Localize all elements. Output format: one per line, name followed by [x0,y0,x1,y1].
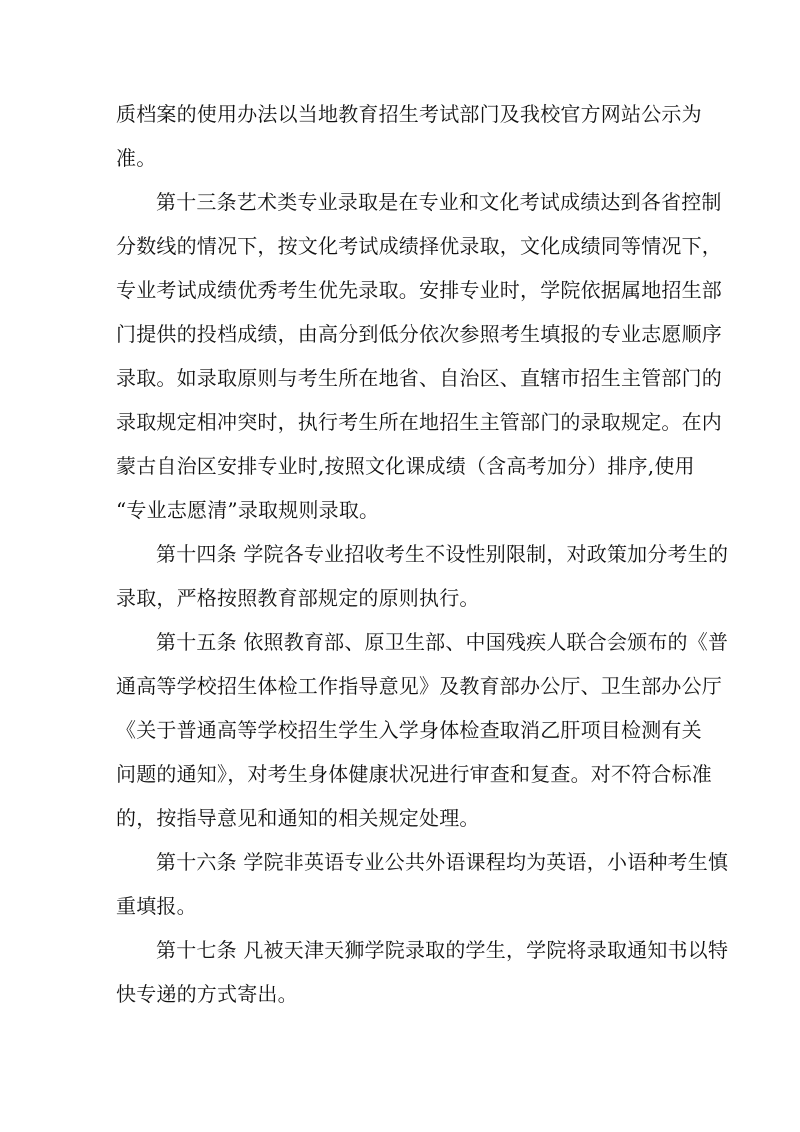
text-line: 准。 [116,146,157,170]
text-line: 重填报。 [116,894,197,918]
text-line: 《关于普通高等学校招生学生入学身体检查取消乙肝项目检测有关 [116,718,702,742]
text-line: 第十三条艺术类专业录取是在专业和文化考试成绩达到各省控制 [156,190,722,214]
text-line: 蒙古自治区安排专业时,按照文化课成绩（含高考加分）排序,使用 [116,454,695,478]
text-line: 门提供的投档成绩，由高分到低分依次参照考生填报的专业志愿顺序 [116,322,722,346]
text-line: 录取，严格按照教育部规定的原则执行。 [116,586,480,610]
text-line: 快专递的方式寄出。 [116,982,298,1006]
text-line: 通高等学校招生体检工作指导意见》及教育部办公厅、卫生部办公厅 [116,674,722,698]
text-line: 的，按指导意见和通知的相关规定处理。 [116,806,480,830]
text-line: 第十四条 学院各专业招收考生不设性别限制，对政策加分考生的 [156,542,729,566]
text-line: 第十六条 学院非英语专业公共外语课程均为英语，小语种考生慎 [156,850,729,874]
text-line: 问题的通知》，对考生身体健康状况进行审查和复查。对不符合标准 [116,762,712,786]
text-line: “专业志愿清”录取规则录取。 [116,498,380,522]
text-line: 质档案的使用办法以当地教育招生考试部门及我校官方网站公示为 [116,102,702,126]
text-line: 第十七条 凡被天津天狮学院录取的学生，学院将录取通知书以特 [156,938,729,962]
text-line: 录取。如录取原则与考生所在地省、自治区、直辖市招生主管部门的 [116,366,722,390]
text-line: 录取规定相冲突时，执行考生所在地招生主管部门的录取规定。在内 [116,410,722,434]
text-line: 分数线的情况下，按文化考试成绩择优录取，文化成绩同等情况下， [116,234,722,258]
text-line: 专业考试成绩优秀考生优先录取。安排专业时，学院依据属地招生部 [116,278,722,302]
text-line: 第十五条 依照教育部、原卫生部、中国残疾人联合会颁布的《普 [156,630,729,654]
